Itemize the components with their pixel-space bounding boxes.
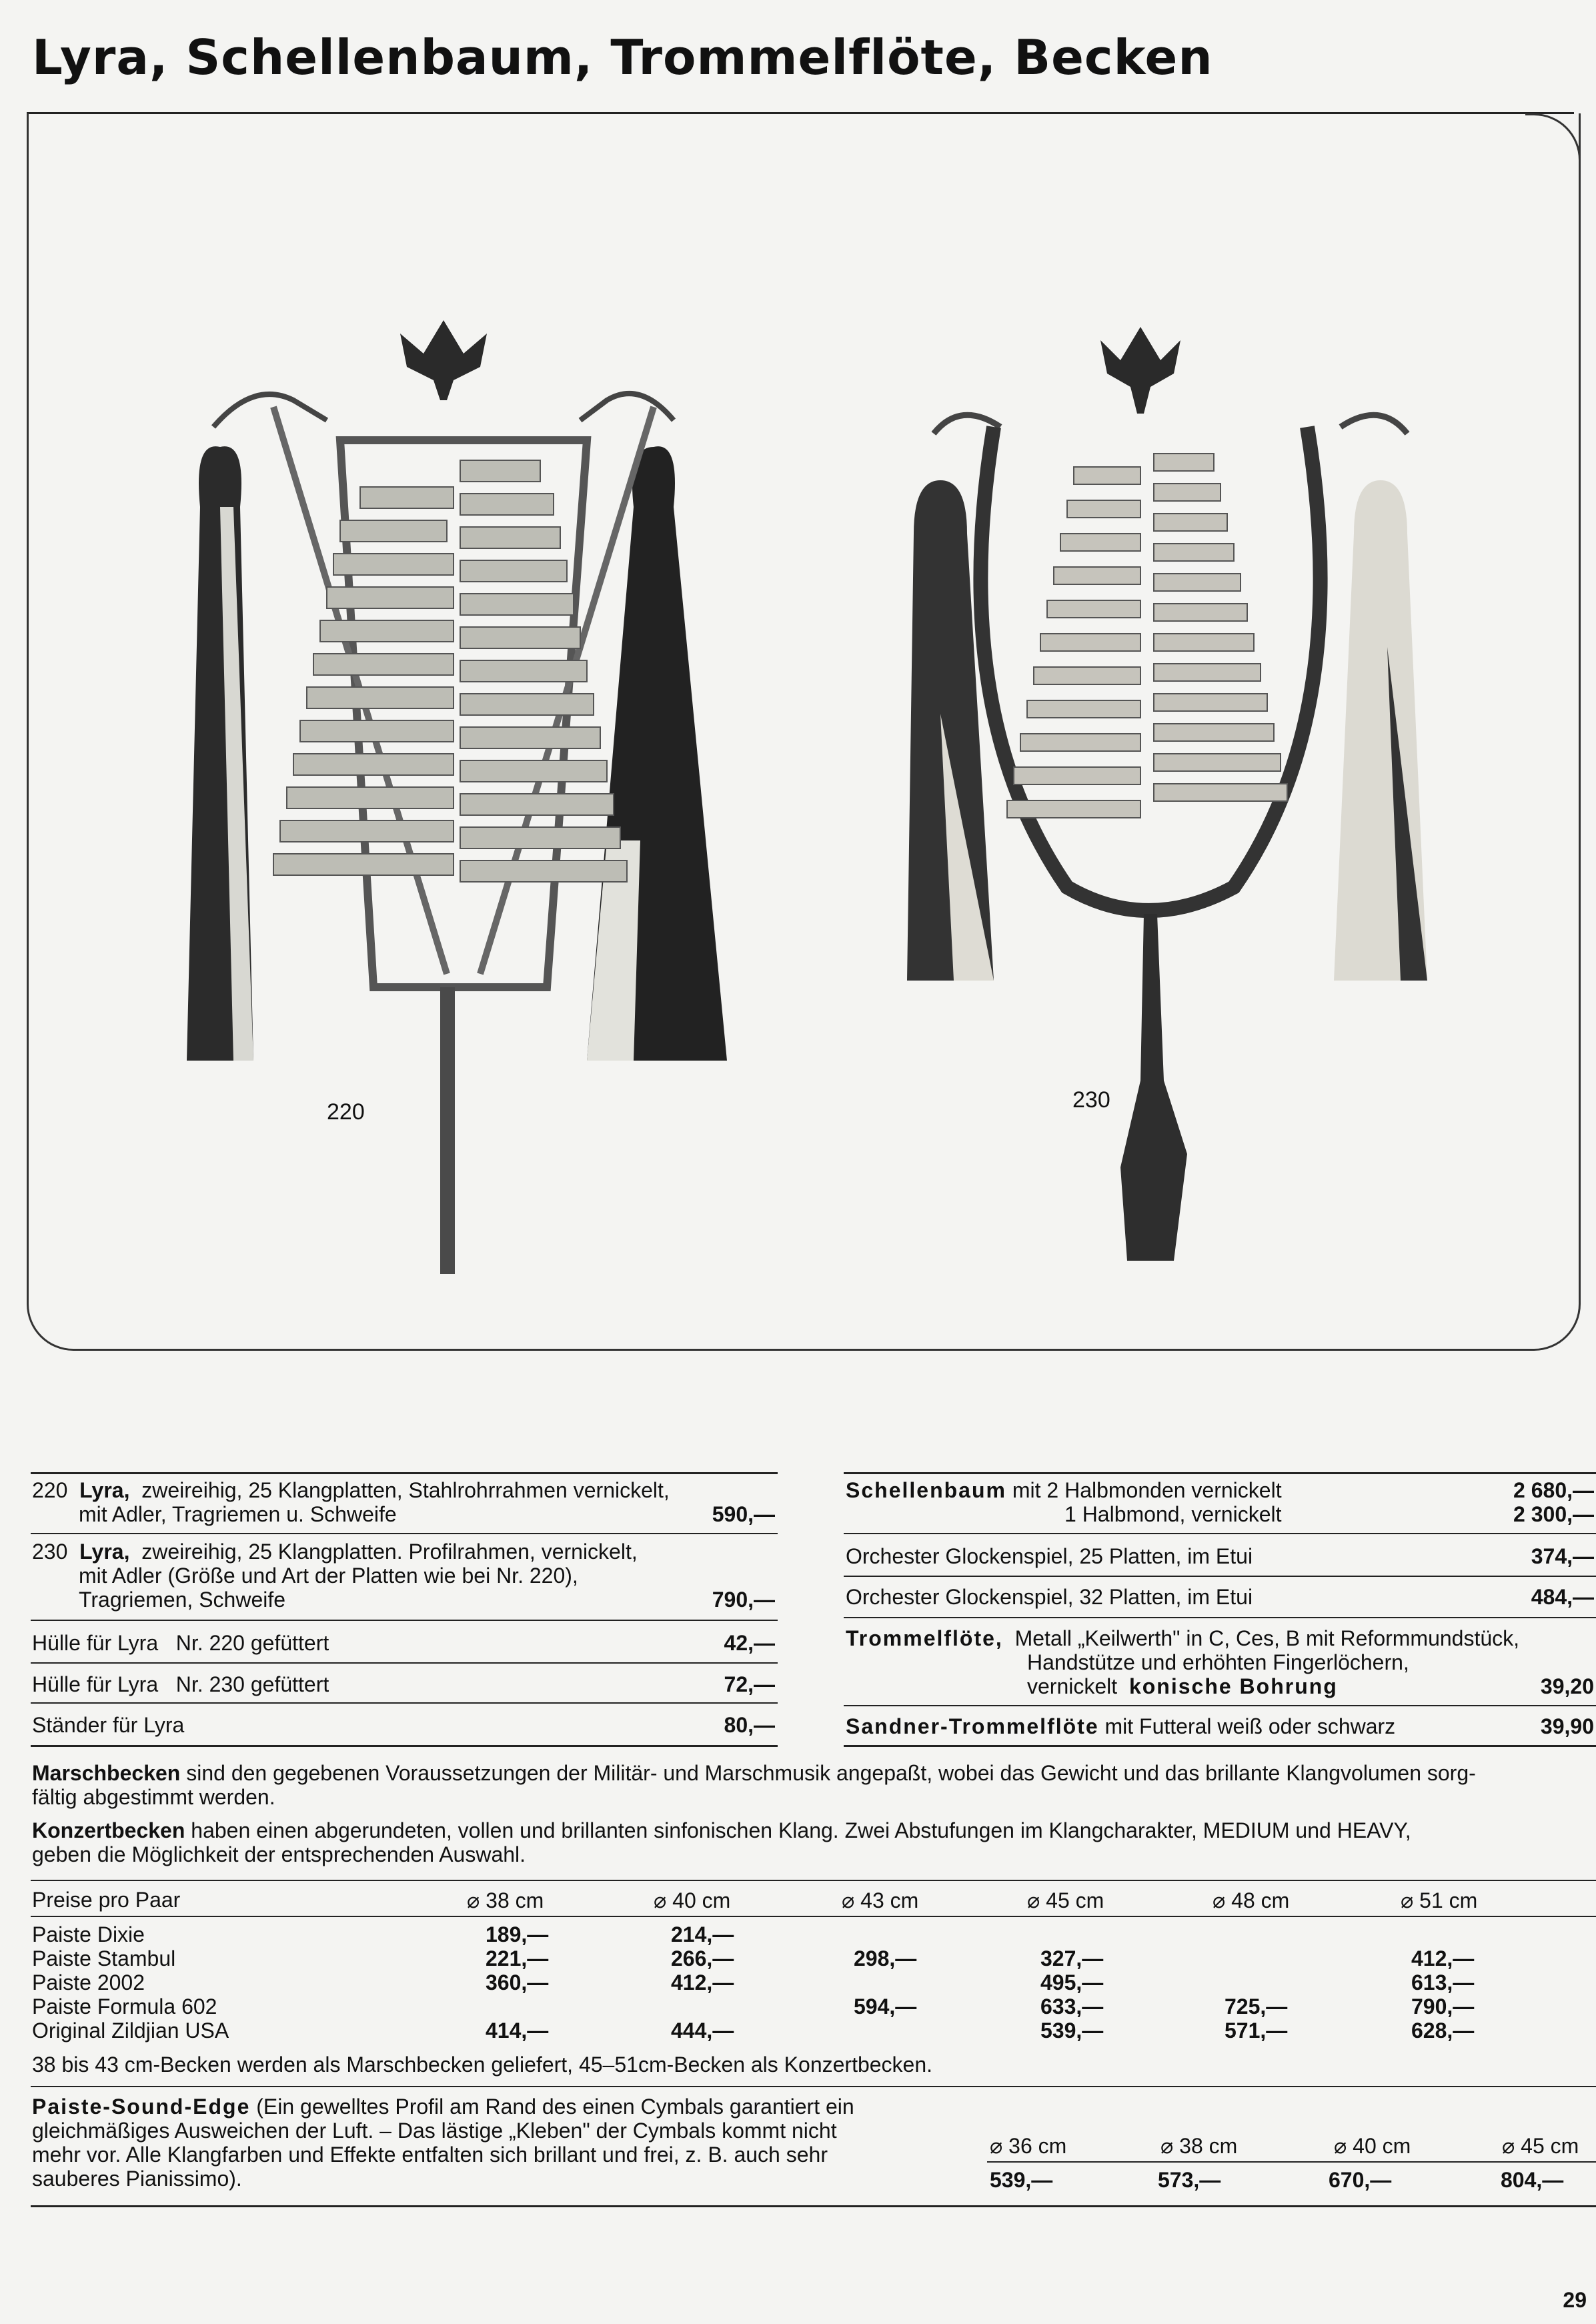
se-price-45: 804,—: [1501, 2168, 1564, 2192]
col-40: ⌀ 40 cm: [654, 1888, 731, 1912]
item-220-line1: 220 Lyra, zweireihig, 25 Klangplatten, Stahlrohrrahmen vernickelt,: [32, 1478, 670, 1502]
rule: [31, 1662, 778, 1664]
becken-price-cell: 628,—: [1411, 2018, 1475, 2043]
item-huelle-220-price: 42,—: [724, 1631, 775, 1655]
sound-edge-line4: sauberes Pianissimo).: [32, 2167, 242, 2191]
trommelfloete-line2: Handstütze und erhöhten Fingerlöchern,: [1027, 1650, 1409, 1674]
becken-price-cell: 412,—: [671, 1970, 734, 1994]
rule: [31, 2205, 1596, 2207]
rule: [31, 2086, 1596, 2087]
glockenspiel-25: Orchester Glockenspiel, 25 Platten, im Etui: [846, 1544, 1253, 1568]
rule: [844, 1745, 1596, 1747]
rule: [987, 2161, 1596, 2163]
rule: [31, 1745, 778, 1747]
becken-price-cell: 412,—: [1411, 1946, 1475, 1970]
becken-price-cell: 613,—: [1411, 1970, 1475, 1994]
becken-row-name: Original Zildjian USA: [32, 2018, 229, 2043]
schellenbaum-price1: 2 680,—: [1513, 1478, 1594, 1502]
col-43: ⌀ 43 cm: [842, 1888, 919, 1912]
konzertbecken-line1: Konzertbecken haben einen abgerundeten, vollen und brillanten sinfonischen Klang. Zwei Abstufungen im Klangcharakter, MEDIUM und HEAVY,: [32, 1818, 1411, 1842]
becken-row-name: Paiste Stambul: [32, 1946, 176, 1970]
konzertbecken-line2: geben die Möglichkeit der entsprechenden Auswahl.: [32, 1842, 526, 1866]
rule: [844, 1576, 1596, 1577]
becken-price-cell: 360,—: [486, 1970, 549, 1994]
becken-price-cell: 571,—: [1225, 2018, 1288, 2043]
becken-note: 38 bis 43 cm-Becken werden als Marschbecken geliefert, 45–51cm-Becken als Konzertbecken.: [32, 2053, 933, 2077]
becken-row-name: Paiste 2002: [32, 1970, 145, 1994]
becken-row-name: Paiste Formula 602: [32, 1994, 217, 2018]
item-huelle-220: Hülle für Lyra Nr. 220 gefüttert: [32, 1631, 329, 1655]
item-220-line2: mit Adler, Tragriemen u. Schweife: [79, 1502, 397, 1526]
becken-table-top-rule: [31, 1880, 1596, 1881]
becken-price-cell: 414,—: [486, 2018, 549, 2043]
col-48: ⌀ 48 cm: [1213, 1888, 1290, 1912]
becken-price-cell: 266,—: [671, 1946, 734, 1970]
sandner-trommelfloete-price: 39,90: [1540, 1714, 1594, 1738]
glockenspiel-25-price: 374,—: [1531, 1544, 1594, 1568]
becken-row-name: Paiste Dixie: [32, 1922, 145, 1946]
marschbecken-line2: fältig abgestimmt werden.: [32, 1785, 275, 1809]
illustration-label-220: 220: [327, 1099, 365, 1125]
becken-price-cell: 495,—: [1040, 1970, 1104, 1994]
page-title: Lyra, Schellenbaum, Trommelflöte, Becken: [32, 29, 1213, 85]
illustration-label-230: 230: [1072, 1087, 1110, 1113]
eagle-icon-2: [1100, 327, 1180, 414]
item-staender-price: 80,—: [724, 1713, 775, 1737]
becken-price-cell: 189,—: [486, 1922, 549, 1946]
item-220-price: 590,—: [712, 1502, 775, 1526]
item-huelle-230: Hülle für Lyra Nr. 230 gefüttert: [32, 1672, 329, 1696]
col-51: ⌀ 51 cm: [1401, 1888, 1478, 1912]
schellenbaum-line2: 1 Halbmond, vernickelt: [1064, 1502, 1282, 1526]
se-col-38: ⌀ 38 cm: [1160, 2134, 1238, 2158]
se-price-36: 539,—: [990, 2168, 1053, 2192]
lyra-230-illustration: [894, 314, 1447, 1301]
becken-price-cell: 327,—: [1040, 1946, 1104, 1970]
becken-price-cell: 725,—: [1225, 1994, 1288, 2018]
se-col-36: ⌀ 36 cm: [990, 2134, 1067, 2158]
sound-edge-line1: Paiste-Sound-Edge (Ein gewelltes Profil am Rand des einen Cymbals garantiert ein: [32, 2095, 854, 2119]
sound-edge-line2: gleichmäßiges Ausweichen der Luft. – Das lästige „Kleben" der Cymbals kommt nicht: [32, 2119, 837, 2143]
item-230-line3: Tragriemen, Schweife: [79, 1588, 286, 1612]
schellenbaum-line1: Schellenbaum mit 2 Halbmonden vernickelt: [846, 1478, 1282, 1502]
col-45: ⌀ 45 cm: [1027, 1888, 1104, 1912]
right-list-top-rule: [844, 1472, 1596, 1474]
rule: [31, 1702, 778, 1704]
becken-table-header: Preise pro Paar: [32, 1888, 181, 1912]
item-230-line1: 230 Lyra, zweireihig, 25 Klangplatten. Profilrahmen, vernickelt,: [32, 1540, 638, 1564]
rule: [31, 1620, 778, 1621]
se-price-38: 573,—: [1158, 2168, 1221, 2192]
rule: [844, 1705, 1596, 1706]
trommelfloete-line1: Trommelflöte, Metall „Keilwerth" in C, Ces, B mit Reformmundstück,: [846, 1626, 1520, 1650]
becken-price-cell: 221,—: [486, 1946, 549, 1970]
trommelfloete-line3: vernickelt konische Bohrung: [1027, 1674, 1338, 1698]
becken-price-cell: 539,—: [1040, 2018, 1104, 2043]
se-col-45: ⌀ 45 cm: [1502, 2134, 1579, 2158]
rule: [31, 1533, 778, 1534]
se-price-40: 670,—: [1329, 2168, 1392, 2192]
schellenbaum-price2: 2 300,—: [1513, 1502, 1594, 1526]
eagle-icon: [400, 320, 487, 400]
col-38: ⌀ 38 cm: [467, 1888, 544, 1912]
rule: [31, 1916, 1596, 1917]
item-230-price: 790,—: [712, 1588, 775, 1612]
rule: [844, 1617, 1596, 1618]
item-huelle-230-price: 72,—: [724, 1672, 775, 1696]
glockenspiel-32: Orchester Glockenspiel, 32 Platten, im Etui: [846, 1585, 1253, 1609]
becken-price-cell: 633,—: [1040, 1994, 1104, 2018]
se-col-40: ⌀ 40 cm: [1334, 2134, 1411, 2158]
sandner-trommelfloete: Sandner-Trommelflöte mit Futteral weiß oder schwarz: [846, 1714, 1396, 1738]
marschbecken-line1: Marschbecken sind den gegebenen Voraussetzungen der Militär- und Marschmusik angepaßt, wobei das Gewicht und das brillante Klangvolumen sorg-: [32, 1761, 1476, 1785]
left-list-top-rule: [31, 1472, 778, 1474]
sound-edge-line3: mehr vor. Alle Klangfarben und Effekte entfalten sich brillant und frei, z. B. auch sehr: [32, 2143, 828, 2167]
becken-price-cell: 790,—: [1411, 1994, 1475, 2018]
rule: [844, 1533, 1596, 1534]
becken-price-cell: 298,—: [854, 1946, 917, 1970]
becken-price-cell: 444,—: [671, 2018, 734, 2043]
becken-price-cell: 214,—: [671, 1922, 734, 1946]
becken-price-cell: 594,—: [854, 1994, 917, 2018]
item-staender: Ständer für Lyra: [32, 1713, 185, 1737]
item-230-line2: mit Adler (Größe und Art der Platten wie bei Nr. 220),: [79, 1564, 578, 1588]
page-number: 29: [1563, 2288, 1587, 2312]
glockenspiel-32-price: 484,—: [1531, 1585, 1594, 1609]
lyra-220-illustration: [173, 307, 754, 1294]
trommelfloete-price: 39,20: [1540, 1674, 1594, 1698]
